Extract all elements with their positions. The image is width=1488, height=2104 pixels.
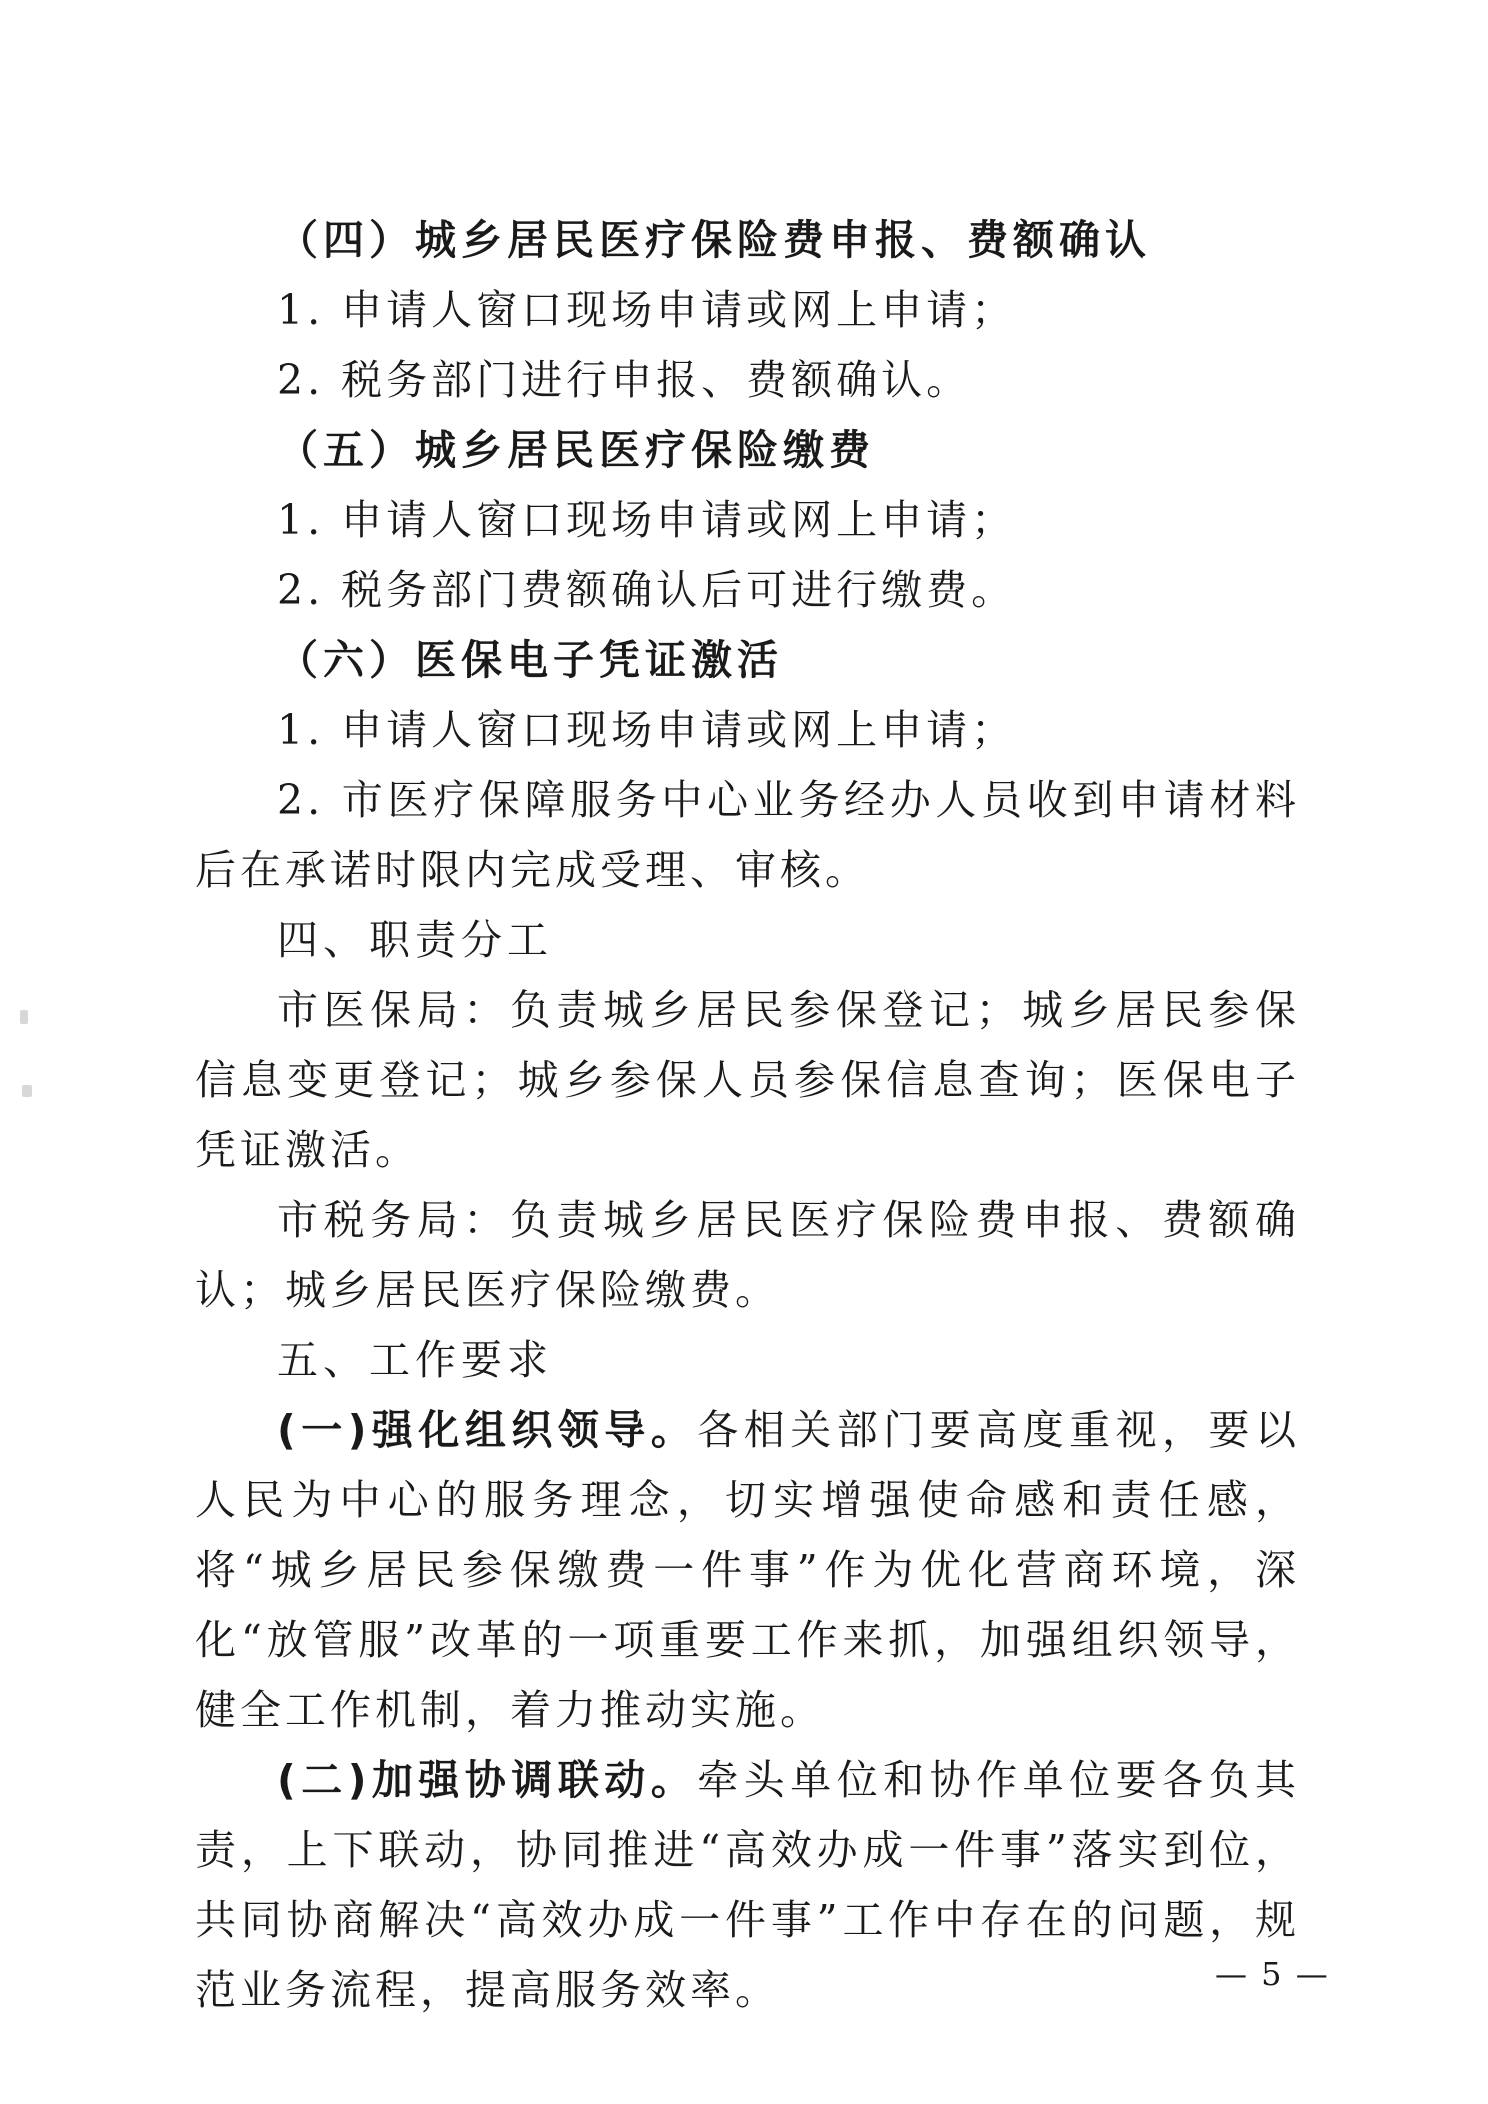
list-item: 2. 税务部门进行申报、费额确认。	[277, 356, 972, 404]
list-item: 1. 申请人窗口现场申请或网上申请；	[277, 286, 1017, 334]
section-heading: （六）医保电子凭证激活	[277, 636, 783, 684]
requirement-paragraph	[195, 1395, 1300, 1745]
part-title: 四、职责分工	[277, 916, 553, 964]
list-item: 1. 申请人窗口现场申请或网上申请；	[277, 706, 1017, 754]
requirement-body: 各相关部门要高度重视，要以人民为中心的服务理念，切实增强使命感和责任感，将“城乡居民参保缴费一件事”作为优化营商环境，深化“放管服”改革的一项重要工作来抓，加强组织领导，健全工作机制，着力推动实施。	[195, 1406, 1301, 1734]
part-title: 五、工作要求	[277, 1336, 553, 1384]
section-heading: （四）城乡居民医疗保险费申报、费额确认	[277, 216, 1151, 264]
page-number: — 5 —	[1215, 1955, 1330, 1993]
paragraph: 市税务局：负责城乡居民医疗保险费申报、费额确认；城乡居民医疗保险缴费。	[195, 1196, 1300, 1314]
requirement-paragraph	[195, 1745, 1300, 2025]
list-item: 2. 税务部门费额确认后可进行缴费。	[277, 566, 1017, 614]
list-item: 1. 申请人窗口现场申请或网上申请；	[277, 496, 1017, 544]
paragraph: 市医保局：负责城乡居民参保登记；城乡居民参保信息变更登记；城乡参保人员参保信息查询；医保电子凭证激活。	[195, 986, 1300, 1174]
requirement-title: (一)强化组织领导。	[277, 1406, 698, 1454]
section-heading: （五）城乡居民医疗保险缴费	[277, 426, 875, 474]
scan-mark	[20, 1010, 28, 1024]
list-item: 2. 市医疗保障服务中心业务经办人员收到申请材料后在承诺时限内完成受理、审核。	[195, 776, 1300, 894]
requirement-title: (二)加强协调联动。	[277, 1756, 698, 1804]
document-body	[195, 205, 1300, 2025]
requirement-body: 牵头单位和协作单位要各负其责，上下联动，协同推进“高效办成一件事”落实到位，共同协商解决“高效办成一件事”工作中存在的问题，规范业务流程，提高服务效率。	[195, 1756, 1301, 2014]
scan-mark	[22, 1085, 32, 1097]
